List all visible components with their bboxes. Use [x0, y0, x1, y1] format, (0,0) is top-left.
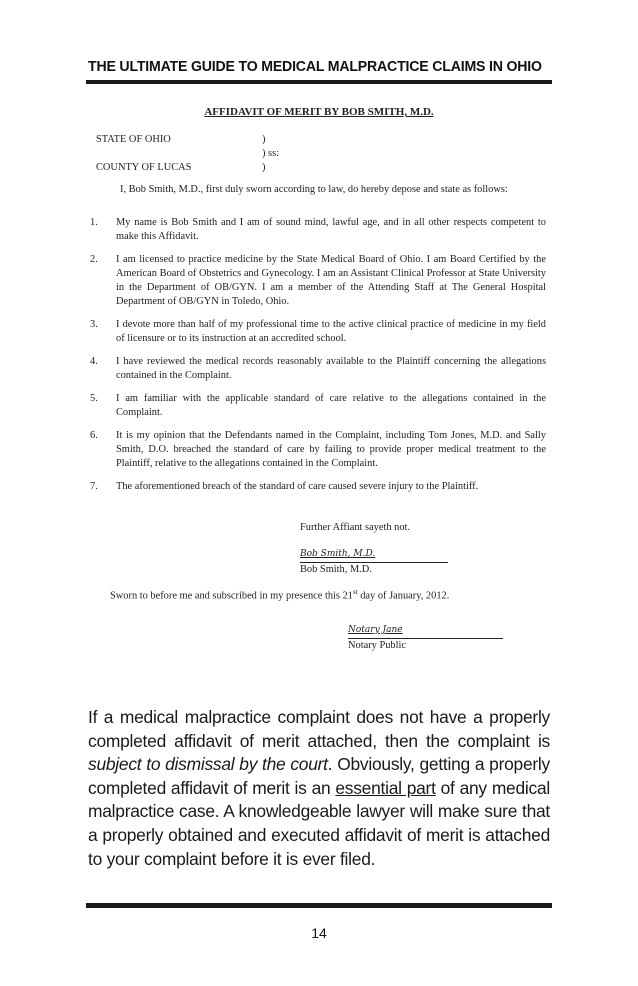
venue-paren: ) — [262, 134, 266, 145]
statement-number: 5. — [90, 393, 98, 404]
notary-signature-line — [348, 624, 503, 639]
statement-text: I devote more than half of my professional time to the active clinical practice of medicine in my field of licensure or to its instruction at an accredited school. — [116, 319, 546, 344]
statement-text: The aforementioned breach of the standard of care caused severe injury to the Plaintiff. — [116, 481, 479, 492]
commentary-text: of any medical malpractice case. A knowledgeable lawyer will make sure that a properly obtained and executed affidavit of merit is attached to your complaint before it is ever filed. — [88, 777, 550, 869]
book-title: THE ULTIMATE GUIDE TO MEDICAL MALPRACTICE CLAIMS IN OHIO — [88, 58, 542, 75]
header-rule — [86, 80, 552, 84]
notary-label: Notary Public — [348, 640, 407, 651]
notary-signature: Notary Jane — [348, 625, 403, 635]
statement-item — [88, 392, 546, 420]
affiant-signature: Bob Smith, M.D. — [300, 549, 376, 559]
statement-number: 2. — [90, 254, 98, 265]
venue-county: COUNTY OF LUCAS — [96, 162, 192, 173]
statement-number: 4. — [90, 356, 98, 367]
footer-rule — [86, 903, 552, 908]
statement-item — [88, 318, 546, 346]
statement-item — [88, 253, 546, 309]
page-number: 14 — [311, 925, 327, 941]
affidavit-title: AFFIDAVIT OF MERIT BY BOB SMITH, M.D. — [204, 106, 434, 118]
statement-item — [88, 480, 546, 494]
commentary-text: If a medical malpractice complaint does not have a properly completed affidavit of merit attached, then the complaint is — [88, 707, 550, 751]
statement-item — [88, 355, 546, 383]
jurat-text-end: day of January, 2012. — [357, 590, 450, 602]
venue-paren: ) — [262, 162, 266, 173]
statement-text: I am familiar with the applicable standard of care relative to the allegations contained in the Complaint. — [116, 393, 546, 418]
statement-number: 3. — [90, 319, 98, 330]
further-affiant: Further Affiant sayeth not. — [300, 522, 411, 533]
affiant-name: Bob Smith, M.D. — [300, 564, 372, 575]
jurat-ordinal: st — [352, 588, 358, 596]
jurat-text: Sworn to before me and subscribed in my presence this 21 — [110, 590, 353, 602]
commentary-emphasis: subject to dismissal by the court — [88, 754, 328, 775]
affiant-signature-line — [300, 548, 448, 563]
statement-number: 7. — [90, 481, 98, 492]
intro-text: I, Bob Smith, M.D., first duly sworn according to law, do hereby depose and state as follows: — [120, 184, 508, 195]
statement-number: 1. — [90, 217, 98, 228]
affidavit-statements — [88, 216, 546, 503]
commentary-underline: essential part — [335, 777, 436, 798]
statement-number: 6. — [90, 430, 98, 441]
statement-text: I am licensed to practice medicine by the State Medical Board of Ohio. I am Board Certified by the American Board of Obstetrics and Gynecology. I am an Assistant Clinical Professor at State University in the Department of OB/GYN. I am a member of the Attending Staff at The General Hospital Department of OB/GYN in Toledo, Ohio. — [116, 254, 546, 307]
statement-text: I have reviewed the medical records reasonably available to the Plaintiff concerning the allegations contained in the Complaint. — [116, 356, 546, 381]
venue-state: STATE OF OHIO — [96, 134, 171, 145]
venue-ss: ) ss: — [262, 148, 280, 159]
statement-item — [88, 216, 546, 244]
commentary-paragraph — [88, 706, 550, 871]
statement-item — [88, 429, 546, 471]
statement-text: It is my opinion that the Defendants named in the Complaint, including Tom Jones, M.D. and Sally Smith, D.O. breached the standard of care by failing to provide proper medical treatment to the Plaintiff, relative to the allegations contained in the Complaint. — [116, 430, 546, 469]
statement-text: My name is Bob Smith and I am of sound mind, lawful age, and in all other respects competent to make this Affidavit. — [116, 217, 546, 242]
commentary-text: . Obviously, getting a properly completed affidavit of merit is an — [88, 754, 550, 798]
jurat-statement — [110, 588, 449, 601]
affidavit-intro — [88, 182, 544, 198]
